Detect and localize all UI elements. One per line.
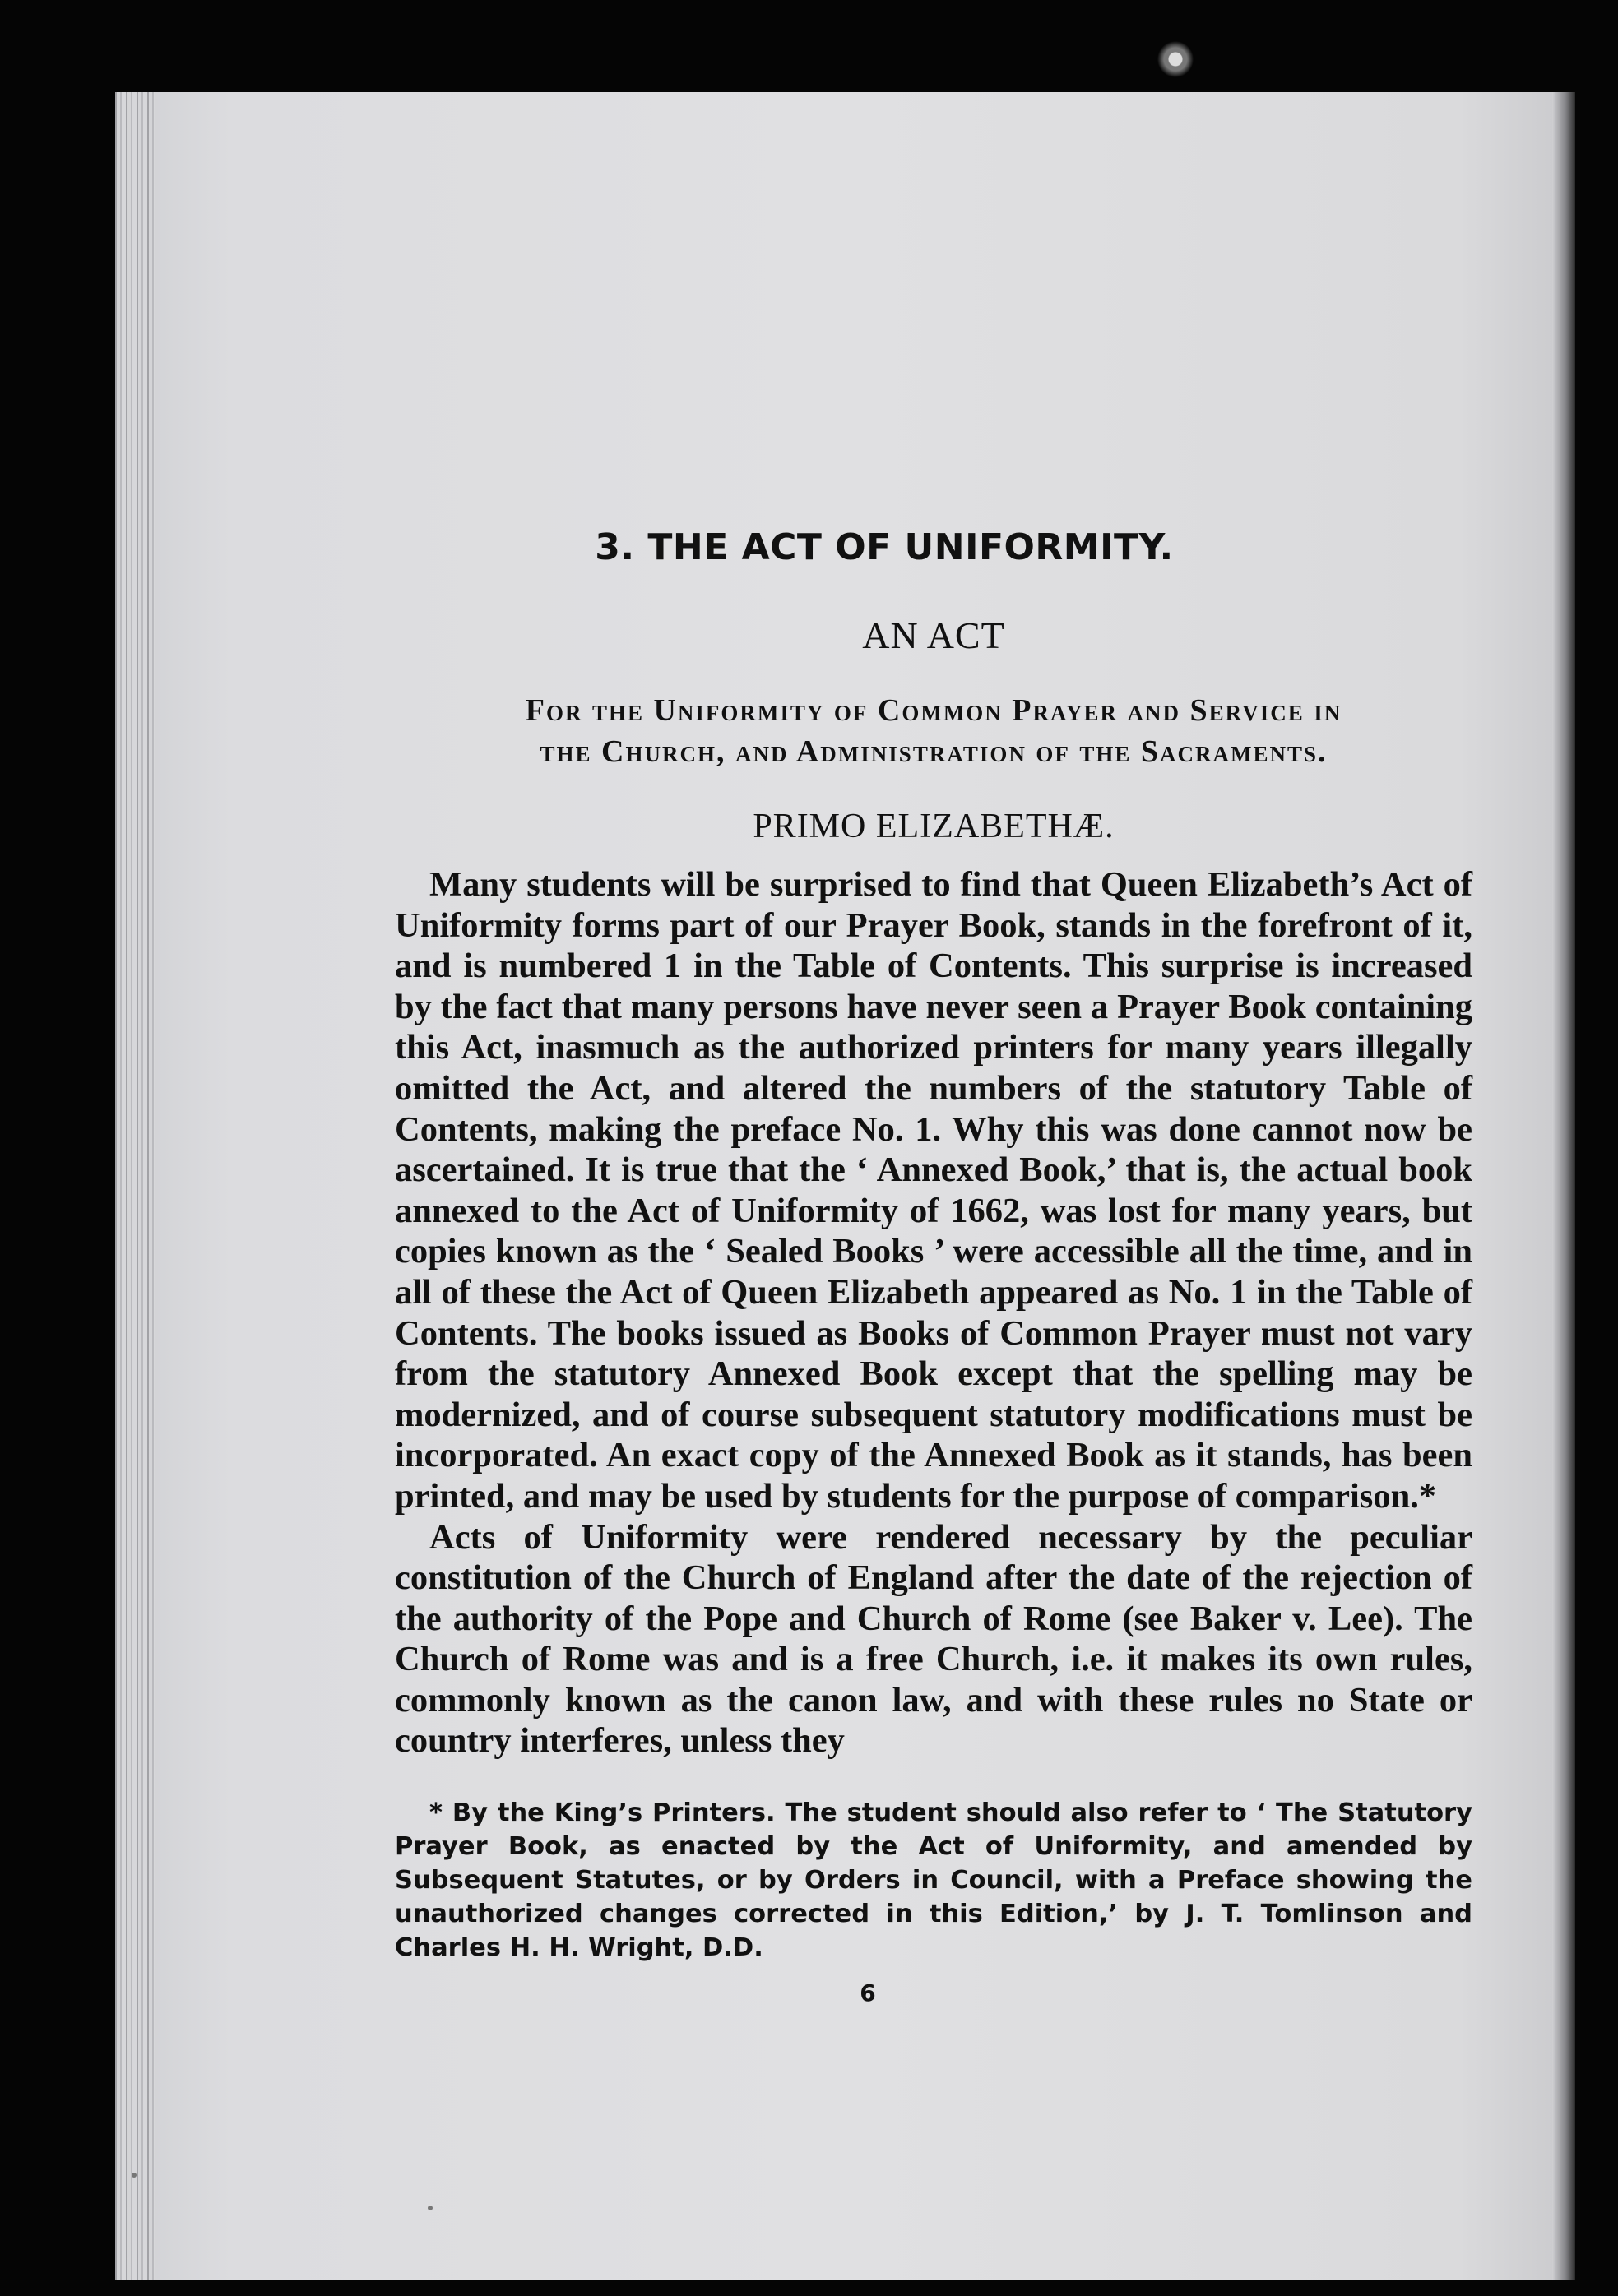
- reign-heading: PRIMO ELIZABETHÆ.: [753, 808, 1115, 845]
- page-number: 6: [860, 1979, 876, 2007]
- act-heading-line-2: the Church, and Administration of the Sacraments.: [540, 734, 1328, 769]
- act-subtitle: AN ACT: [862, 614, 1005, 656]
- footnote: * By the King’s Printers. The student should also refer to ‘ The Statutory Prayer Book, as enacted by the Act of Uniformity, and amended by Subsequent Statutes, or by Orders in Council, with a Preface showing the unauthorized changes corrected in this Edition,’ by J. T. Tomlinson and Charles H. H. Wright, D.D.: [395, 1798, 1472, 1963]
- act-heading-line-1: For the Uniformity of Common Prayer and Service in: [525, 693, 1342, 728]
- scan-blemish: [1156, 41, 1205, 77]
- act-heading: [395, 690, 1472, 772]
- page-right-edge: [1552, 92, 1575, 2280]
- page-content: [395, 526, 1472, 2007]
- spine-edge: [115, 92, 155, 2280]
- chapter-title: 3. THE ACT OF UNIFORMITY.: [595, 526, 1174, 568]
- scan-speck: [132, 2173, 137, 2178]
- body-paragraph-2: Acts of Uniformity were rendered necessary by the peculiar constitution of the Church of England after the date of the rejection of the authority of the Pope and Church of Rome (see Baker v. Lee). The Church of Rome was and is a free Church, i.e. it makes its own rules, commonly known as the canon law, and with these rules no State or country interferes, unless they: [395, 1517, 1472, 1761]
- scan-speck: [428, 2206, 433, 2210]
- body-paragraph-1: Many students will be surprised to find that Queen Elizabeth’s Act of Uniformity forms part of our Prayer Book, stands in the forefront of it, and is numbered 1 in the Table of Contents. This surprise is increased by the fact that many persons have never seen a Prayer Book containing this Act, inasmuch as the authorized printers for many years illegally omitted the Act, and altered the numbers of the statutory Table of Contents, making the preface No. 1. Why this was done cannot now be ascertained. It is true that the ‘ Annexed Book,’ that is, the actual book annexed to the Act of Uniformity of 1662, was lost for many years, but copies known as the ‘ Sealed Books ’ were accessible all the time, and in all of these the Act of Queen Elizabeth appeared as No. 1 in the Table of Contents. The books issued as Books of Common Prayer must not vary from the statutory Annexed Book except that the spelling may be modernized, and of course subsequent statutory modifications must be incorporated. An exact copy of the Annexed Book as it stands, has been printed, and may be used by students for the purpose of comparison.*: [395, 865, 1472, 1516]
